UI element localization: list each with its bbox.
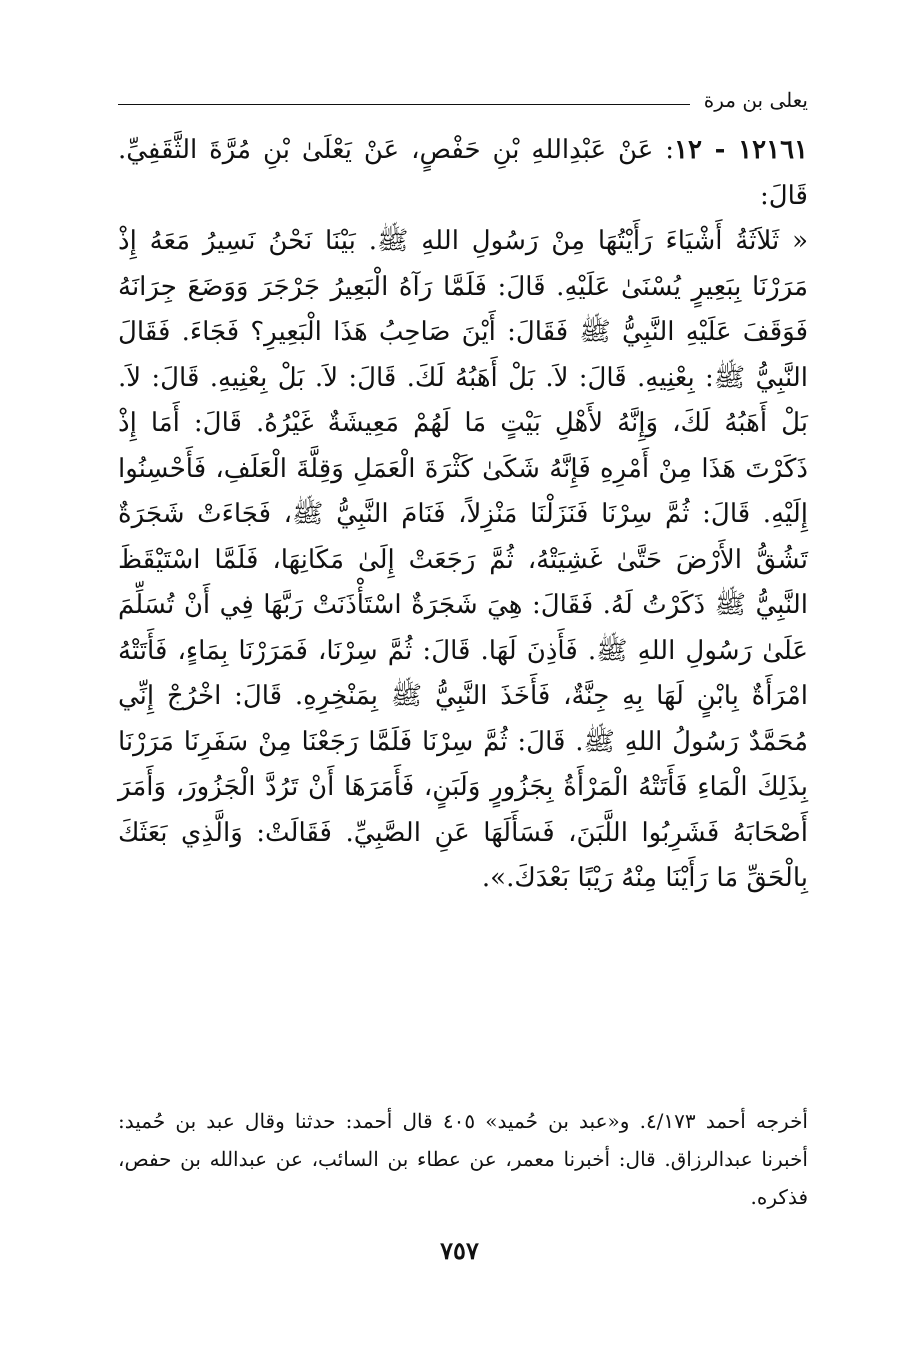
hadith-block [118, 128, 808, 902]
hadith-isnad: : عَنْ عَبْدِاللهِ بْنِ حَفْصٍ، عَنْ يَعْلَىٰ بْنِ مُرَّةَ الثَّقَفِيِّ. قَالَ: [118, 135, 808, 211]
footnote-text: أخرجه أحمد ٤/١٧٣. و«عبد بن حُميد» ٤٠٥ قال أحمد: حدثنا وقال عبد بن حُميد: أخبرنا عبدالرزاق. قال: أخبرنا معمر، عن عطاء بن السائب، عن عبدالله بن حفص، فذكره. [118, 1109, 808, 1209]
header-rule [118, 104, 690, 105]
hadith-matn: « ثَلاَثَةُ أَشْيَاءَ رَأَيْتُهَا مِنْ رَسُولِ اللهِ ﷺ. بَيْنَا نَحْنُ نَسِيرُ مَعَهُ إِذْ مَرَرْنَا بِبَعِيرٍ يُسْنَىٰ عَلَيْهِ. قَالَ: فَلَمَّا رَآهُ الْبَعِيرُ جَرْجَرَ وَوَضَعَ جِرَانَهُ فَوَقَفَ عَلَيْهِ النَّبِيُّ ﷺ فَقَالَ: أَيْنَ صَاحِبُ هَذَا الْبَعِيرِ؟ فَجَاءَ. فَقَالَ النَّبِيُّ ﷺ: بِعْنِيهِ. قَالَ: لاَ. بَلْ أَهَبُهُ لَكَ. قَالَ: لاَ. بَلْ بِعْنِيهِ. قَالَ: لاَ. بَلْ أَهَبُهُ لَكَ، وَإِنَّهُ لأَهْلِ بَيْتٍ مَا لَهُمْ مَعِيشَةٌ غَيْرُهُ. قَالَ: أَمَا إِذْ ذَكَرْتَ هَذَا مِنْ أَمْرِهِ فَإِنَّهُ شَكَىٰ كَثْرَةَ الْعَمَلِ وَقِلَّةَ الْعَلَفِ، فَأَحْسِنُوا إِلَيْهِ. قَالَ: ثُمَّ سِرْنَا فَنَزَلْنَا مَنْزِلاً، فَنَامَ النَّبِيُّ ﷺ، فَجَاءَتْ شَجَرَةٌ تَشُقُّ الأَرْضَ حَتَّىٰ غَشِيَتْهُ، ثُمَّ رَجَعَتْ إِلَىٰ مَكَانِهَا، فَلَمَّا اسْتَيْقَظَ النَّبِيُّ ﷺ ذَكَرْتُ لَهُ. فَقَالَ: هِيَ شَجَرَةٌ اسْتَأْذَنَتْ رَبَّهَا فِي أَنْ تُسَلِّمَ عَلَىٰ رَسُولِ اللهِ ﷺ. فَأَذِنَ لَهَا. قَالَ: ثُمَّ سِرْنَا، فَمَرَرْنَا بِمَاءٍ، فَأَتَتْهُ امْرَأَةٌ بِابْنٍ لَهَا بِهِ جِنَّةٌ، فَأَخَذَ النَّبِيُّ ﷺ بِمَنْخِرِهِ. قَالَ: اخْرُجْ إِنِّي مُحَمَّدٌ رَسُولُ اللهِ ﷺ. قَالَ: ثُمَّ سِرْنَا فَلَمَّا رَجَعْنَا مِنْ سَفَرِنَا مَرَرْنَا بِذَلِكَ الْمَاءِ فَأَتَتْهُ الْمَرْأَةُ بِجَزُورٍ وَلَبَنٍ، فَأَمَرَهَا أَنْ تَرُدَّ الْجَزُورَ، وَأَمَرَ أَصْحَابَهُ فَشَرِبُوا اللَّبَنَ، فَسَأَلَهَا عَنِ الصَّبِيِّ. فَقَالَتْ: وَالَّذِي بَعَثَكَ بِالْحَقِّ مَا رَأَيْنَا مِنْهُ رَيْبًا بَعْدَكَ.». [118, 226, 808, 893]
running-head-title: يعلى بن مرة [703, 88, 808, 112]
hadith-number: ١٢١٦١ - ١٢ [674, 135, 808, 165]
running-header [118, 88, 808, 118]
hadith-intro [118, 128, 808, 219]
footnote [118, 1102, 808, 1216]
page-number: ٧٥٧ [440, 1236, 479, 1265]
